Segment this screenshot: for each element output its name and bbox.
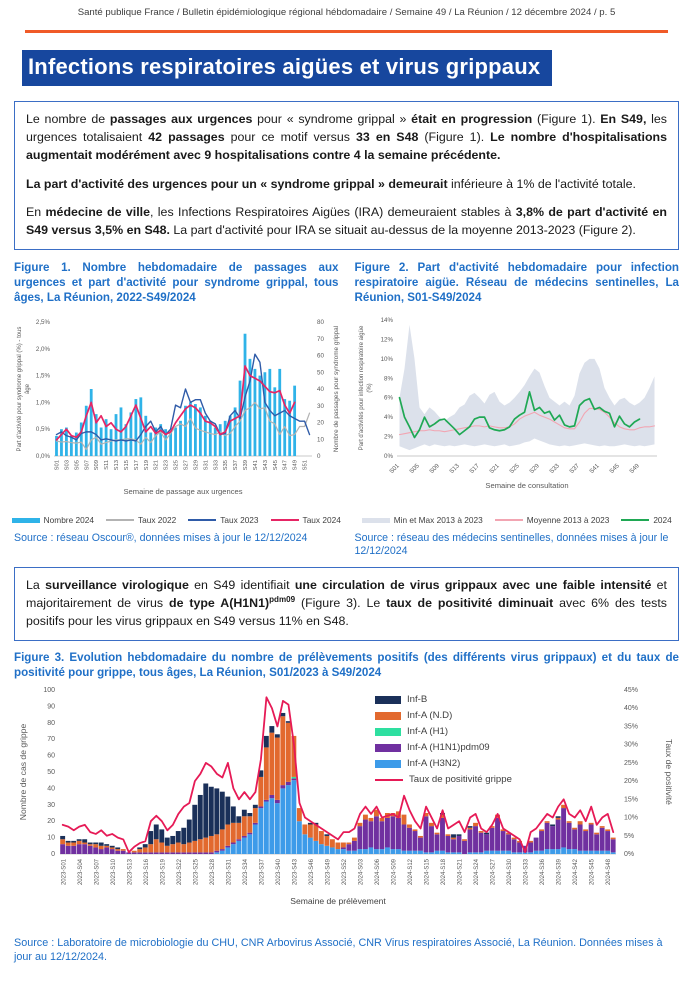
svg-text:70: 70 [317, 335, 324, 343]
svg-text:8%: 8% [383, 375, 393, 383]
legend-label: Inf-A (N.D) [407, 710, 453, 722]
svg-text:S43: S43 [262, 460, 269, 471]
svg-text:S07: S07 [84, 460, 91, 471]
svg-text:2024-S48: 2024-S48 [606, 859, 613, 886]
legend-item [271, 515, 341, 525]
svg-text:(%): (%) [366, 383, 373, 393]
figure2-caption: Figure 2. Part d'activité hebdomadaire pour infection respiratoire aigüe. Réseau de médecins sentinelles, La Réunion, S01-S49/2024 [354, 261, 679, 305]
summary-box-urgences [14, 101, 679, 250]
svg-text:90: 90 [47, 703, 55, 711]
paragraph-medecine-ville: En médecine de ville, les Infections Respiratoires Aigües (IRA) demeuraient stables à 3,8% de part d'activité en S49 versus 3,5% en S48. La part d'activité pour IRA se situait au-dessus de la moyenne 2013-2023 (Figure 2). [26, 205, 667, 238]
svg-text:S45: S45 [272, 460, 279, 471]
svg-text:0: 0 [51, 851, 55, 859]
legend-swatch [375, 712, 401, 720]
svg-text:2024-S39: 2024-S39 [556, 859, 563, 886]
svg-text:2023-S07: 2023-S07 [94, 859, 101, 886]
svg-text:S31: S31 [203, 460, 210, 471]
svg-text:45%: 45% [624, 687, 639, 695]
legend-swatch [621, 519, 649, 521]
svg-text:25%: 25% [624, 760, 639, 768]
legend-swatch [375, 728, 401, 736]
legend-item [12, 515, 94, 525]
svg-text:12%: 12% [380, 336, 393, 344]
svg-text:10: 10 [317, 436, 324, 444]
svg-text:âge: âge [25, 384, 31, 395]
svg-text:2024-S45: 2024-S45 [589, 859, 596, 886]
legend-swatch [362, 518, 390, 523]
svg-text:2023-S31: 2023-S31 [226, 859, 233, 886]
svg-text:6%: 6% [383, 394, 393, 402]
legend-swatch [12, 518, 40, 523]
svg-text:70: 70 [47, 736, 55, 744]
svg-text:S15: S15 [123, 460, 130, 471]
legend-item [375, 742, 512, 753]
svg-text:60: 60 [317, 352, 324, 360]
legend-label: Inf-A (H1) [407, 726, 449, 738]
svg-text:100: 100 [43, 687, 55, 695]
legend-swatch [495, 519, 523, 521]
legend-item [495, 515, 610, 525]
svg-text:2024-S09: 2024-S09 [391, 859, 398, 886]
legend-label: Nombre 2024 [43, 515, 94, 526]
svg-text:30%: 30% [624, 742, 639, 750]
svg-text:S05: S05 [407, 462, 421, 476]
svg-text:S29: S29 [527, 462, 541, 476]
svg-text:2023-S46: 2023-S46 [308, 859, 315, 886]
svg-text:S49: S49 [292, 460, 299, 471]
figure1-chart [14, 314, 344, 514]
svg-text:2023-S28: 2023-S28 [209, 859, 216, 886]
svg-text:S27: S27 [183, 460, 190, 471]
svg-text:2023-S19: 2023-S19 [160, 859, 167, 886]
paragraph-virologie: La surveillance virologique en S49 identifiait une circulation de virus grippaux avec une faible intensité et majoritairement de virus de type $A(H1N1)^{pdm09}$ (Figure 3). Le taux de positivité diminuait avec 6% des tests positifs pour les virus grippaux en S49 versus 11% en S48. [26, 577, 668, 629]
svg-text:5%: 5% [624, 833, 635, 841]
svg-text:35%: 35% [624, 723, 639, 731]
svg-text:10: 10 [47, 835, 55, 843]
svg-text:Part d'activité pour syndrome: Part d'activité pour syndrome grippal (%) - tous [17, 326, 23, 452]
svg-text:2024-S36: 2024-S36 [540, 859, 547, 886]
svg-text:40: 40 [317, 386, 324, 394]
svg-text:S09: S09 [427, 462, 441, 476]
svg-text:S25: S25 [507, 462, 521, 476]
svg-text:2023-S40: 2023-S40 [275, 859, 282, 886]
svg-text:Nombre de passages pour syndro: Nombre de passages pour syndrome grippal [333, 326, 340, 453]
svg-text:S23: S23 [163, 460, 170, 471]
legend-label: Min et Max 2013 à 2023 [393, 515, 483, 526]
page-title: Infections respiratoires aigües et virus grippaux [22, 50, 552, 86]
svg-text:S33: S33 [547, 462, 561, 476]
svg-text:S13: S13 [114, 460, 121, 471]
svg-text:20: 20 [47, 818, 55, 826]
svg-text:S21: S21 [487, 462, 501, 476]
svg-text:Nombre de cas de grippe: Nombre de cas de grippe [18, 724, 28, 821]
svg-text:2023-S13: 2023-S13 [127, 859, 134, 886]
svg-text:2024-S15: 2024-S15 [424, 859, 431, 886]
svg-text:S45: S45 [607, 462, 621, 476]
svg-text:S17: S17 [133, 460, 140, 471]
legend-item [188, 515, 258, 525]
svg-text:40: 40 [47, 785, 55, 793]
figure2-source: Source : réseau des médecins sentinelles, données mises à jour le 12/12/2024 [354, 532, 669, 558]
paragraph-urgences: Le nombre de passages aux urgences pour « syndrome grippal » était en progression (Figure 1). En S49, les urgences totalisaient 42 passages pour ce motif versus 33 en S48 (Figure 1). Le nombre d'hospitalisations augmentait modérément avec 9 hospitalisations contre 4 la semaine précédente. [26, 112, 667, 162]
svg-text:2023-S34: 2023-S34 [242, 859, 249, 886]
figure3-legend [375, 694, 512, 785]
svg-text:S21: S21 [153, 460, 160, 471]
svg-text:Semaine de consultation: Semaine de consultation [484, 481, 569, 491]
svg-text:S47: S47 [282, 460, 289, 471]
svg-text:2024-S12: 2024-S12 [408, 859, 415, 886]
svg-text:50: 50 [317, 369, 324, 377]
legend-item [106, 515, 176, 525]
svg-text:2023-S43: 2023-S43 [292, 859, 299, 886]
svg-text:1,5%: 1,5% [35, 372, 50, 380]
svg-text:S37: S37 [233, 460, 240, 471]
figure1-legend [14, 515, 339, 525]
figure1-caption: Figure 1. Nombre hebdomadaire de passages aux urgences et part d'activité pour syndrome grippal, tous âges, La Réunion, 2022-S49/2024 [14, 261, 339, 305]
svg-text:20%: 20% [624, 778, 639, 786]
legend-item [375, 710, 512, 721]
legend-label: Taux 2024 [302, 515, 341, 526]
legend-swatch [375, 744, 401, 752]
svg-text:Semaine de prélèvement: Semaine de prélèvement [290, 896, 386, 907]
svg-text:2%: 2% [383, 433, 393, 441]
legend-item [375, 694, 512, 705]
paragraph-part-activite: La part d'activité des urgences pour un « syndrome grippal » demeurait inférieure à 1% de l'activité totale. [26, 176, 636, 191]
svg-text:2023-S22: 2023-S22 [176, 859, 183, 886]
svg-text:2023-S16: 2023-S16 [143, 859, 150, 886]
svg-text:2024-S42: 2024-S42 [573, 859, 580, 886]
figure2-chart [355, 314, 685, 514]
svg-text:S39: S39 [243, 460, 250, 471]
svg-text:2024-S30: 2024-S30 [507, 859, 514, 886]
legend-label: Inf-A (H1N1)pdm09 [407, 742, 490, 754]
svg-text:2023-S37: 2023-S37 [259, 859, 266, 886]
legend-swatch [271, 519, 299, 521]
svg-text:10%: 10% [380, 356, 393, 364]
svg-text:2024-S24: 2024-S24 [474, 859, 481, 886]
svg-text:0,5%: 0,5% [35, 426, 50, 434]
figure1-source: Source : réseau Oscour®, données mises à jour le 12/12/2024 [14, 532, 308, 545]
svg-text:S11: S11 [104, 460, 111, 471]
svg-text:30: 30 [317, 402, 324, 410]
figures-row [14, 260, 679, 558]
svg-text:2024-S33: 2024-S33 [523, 859, 530, 886]
svg-text:S05: S05 [74, 460, 81, 471]
svg-text:S51: S51 [302, 460, 309, 471]
svg-text:0%: 0% [624, 851, 635, 859]
svg-text:0,0%: 0,0% [35, 453, 50, 461]
svg-text:2023-S01: 2023-S01 [61, 859, 68, 886]
legend-item [375, 726, 512, 737]
svg-text:S37: S37 [567, 462, 581, 476]
svg-text:2,0%: 2,0% [35, 345, 50, 353]
svg-text:2024-S18: 2024-S18 [441, 859, 448, 886]
legend-label: 2024 [653, 515, 672, 526]
svg-text:0%: 0% [383, 453, 393, 461]
svg-text:S29: S29 [193, 460, 200, 471]
legend-swatch [375, 696, 401, 704]
svg-text:Part d'activités pour infecti: Part d'activités pour infection respiratoire aigüe [358, 325, 365, 451]
svg-text:2023-S10: 2023-S10 [110, 859, 117, 886]
svg-text:14%: 14% [380, 317, 393, 325]
svg-text:40%: 40% [624, 705, 639, 713]
svg-text:80: 80 [317, 319, 324, 327]
legend-swatch [188, 519, 216, 521]
legend-label: Inf-B [407, 694, 428, 706]
svg-text:S49: S49 [627, 462, 641, 476]
legend-label: Taux 2023 [220, 515, 259, 526]
svg-text:1,0%: 1,0% [35, 399, 50, 407]
svg-text:20: 20 [317, 419, 324, 427]
svg-text:2024-S03: 2024-S03 [358, 859, 365, 886]
page-header: Santé publique France / Bulletin épidémiologique régional hébdomadaire / Semaine 49 / La Réunion / 12 décembre 2024 / p. 5 [77, 7, 616, 18]
legend-item [375, 774, 512, 785]
figure3-source: Source : Laboratoire de microbiologie du CHU, CNR Arbovirus Associé, CNR Virus respiratoires Associé, La Réunion. Données mises à jour au 12/12/2024. [14, 937, 663, 964]
legend-label: Inf-A (H3N2) [407, 758, 461, 770]
svg-text:2023-S49: 2023-S49 [325, 859, 332, 886]
svg-text:S41: S41 [252, 460, 259, 471]
svg-text:4%: 4% [383, 414, 393, 422]
svg-text:60: 60 [47, 753, 55, 761]
svg-text:30: 30 [47, 802, 55, 810]
svg-text:S17: S17 [467, 462, 481, 476]
svg-text:0: 0 [317, 453, 321, 461]
figure1-column [14, 260, 339, 558]
legend-label: Moyenne 2013 à 2023 [526, 515, 610, 526]
legend-item [375, 758, 512, 769]
svg-text:S13: S13 [447, 462, 461, 476]
svg-text:S35: S35 [223, 460, 230, 471]
summary-box-virologie [14, 567, 679, 642]
svg-text:S09: S09 [94, 460, 101, 471]
svg-text:2023-S04: 2023-S04 [77, 859, 84, 886]
svg-text:2024-S21: 2024-S21 [457, 859, 464, 886]
figure2-legend [355, 515, 680, 525]
legend-item [621, 515, 671, 525]
figure3-caption: Figure 3. Evolution hebdomadaire du nombre de prélèvements positifs (des différents virus grippaux) et du taux de positivité pour grippe, tous âges, La Réunion, S01/2023 à S49/2024 [14, 651, 679, 680]
legend-label: Taux de positivité grippe [409, 774, 512, 786]
legend-swatch [375, 760, 401, 768]
svg-text:S01: S01 [54, 460, 61, 471]
svg-text:S01: S01 [387, 462, 401, 476]
svg-text:2024-S06: 2024-S06 [375, 859, 382, 886]
svg-text:10%: 10% [624, 815, 639, 823]
svg-text:S19: S19 [143, 460, 150, 471]
svg-text:15%: 15% [624, 796, 639, 804]
legend-swatch [106, 519, 134, 521]
figure3-container [0, 684, 693, 934]
legend-swatch [375, 779, 403, 781]
svg-text:S03: S03 [64, 460, 71, 471]
figure2-column [355, 260, 680, 558]
svg-text:S33: S33 [213, 460, 220, 471]
svg-text:Taux de positivité: Taux de positivité [664, 739, 674, 806]
svg-text:S41: S41 [587, 462, 601, 476]
legend-item [362, 515, 483, 525]
svg-text:80: 80 [47, 720, 55, 728]
svg-text:2023-S52: 2023-S52 [342, 859, 349, 886]
svg-text:2023-S25: 2023-S25 [193, 859, 200, 886]
svg-text:S25: S25 [173, 460, 180, 471]
svg-text:Semaine de passage aux urgence: Semaine de passage aux urgences [123, 487, 243, 497]
svg-text:50: 50 [47, 769, 55, 777]
figure3-chart [14, 684, 679, 934]
legend-label: Taux 2022 [137, 515, 177, 526]
svg-text:2,5%: 2,5% [35, 319, 50, 327]
svg-text:2024-S27: 2024-S27 [490, 859, 497, 886]
